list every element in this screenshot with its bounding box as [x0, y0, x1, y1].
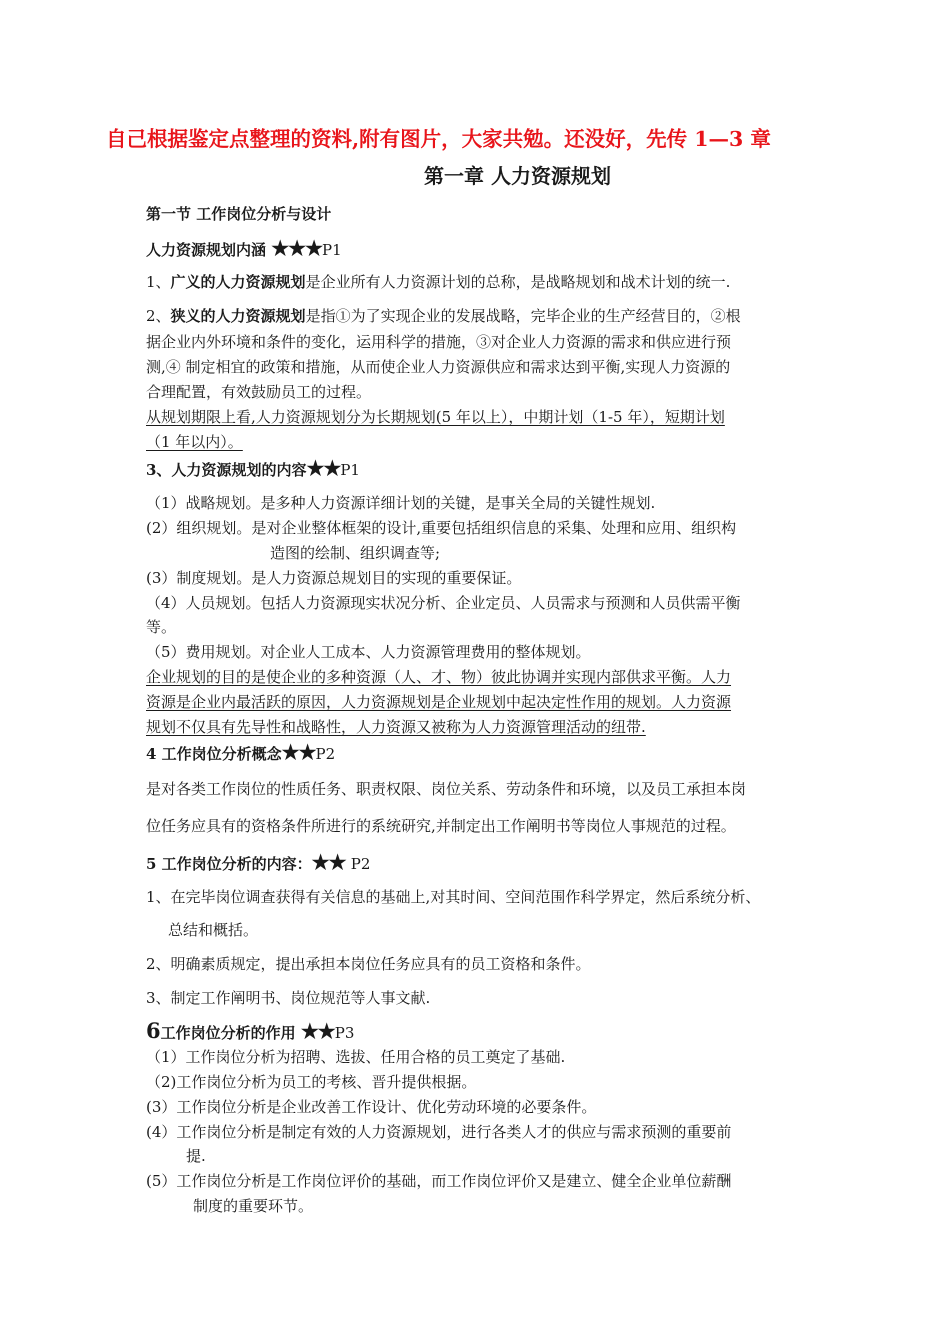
list-item: （1）工作岗位分析为招聘、选拔、任用合格的员工奠定了基础.: [146, 1048, 566, 1066]
heading-number: 6: [146, 1018, 161, 1043]
list-item-continuation: 总结和概括。: [168, 921, 259, 939]
paragraph-broad-definition: [146, 271, 730, 292]
list-item-continuation: 造图的绘制、组织调查等;: [270, 544, 441, 562]
underlined-line: 资源是企业内最活跃的原因，人力资源规划是企业规划中起决定性作用的规划。人力资源: [146, 693, 732, 711]
underlined-line: 从规划期限上看,人力资源规划分为长期规划(5 年以上），中期计划（1-5 年），短期计划: [146, 408, 725, 426]
heading-job-analysis-content: [146, 850, 370, 874]
list-item: (2）组织规划。是对企业整体框架的设计,重要包括组织信息的采集、处理和应用、组织构: [146, 519, 737, 537]
heading-job-analysis-role: [146, 1018, 354, 1043]
heading-planning-content: [146, 456, 360, 480]
paragraph-narrow-definition-line1: [146, 305, 741, 326]
list-item: (5）工作岗位分析是工作岗位评价的基础，而工作岗位评价又是建立、健全企业单位薪酬: [146, 1172, 732, 1190]
list-item: （4）人员规划。包括人力资源现实状况分析、企业定员、人员需求与预测和人员供需平衡: [146, 594, 741, 612]
heading-text: 工作岗位分析的作用: [160, 1024, 296, 1042]
section-title: 第一节 工作岗位分析与设计: [146, 205, 332, 223]
paragraph-line: 位任务应具有的资格条件所进行的系统研究,并制定出工作阐明书等岗位人事规范的过程。: [146, 817, 736, 835]
page-ref: P1: [322, 241, 342, 259]
chapter-title: 第一章 人力资源规划: [424, 164, 611, 188]
star-rating: ★★: [306, 456, 341, 480]
list-item: 2、明确素质规定，提出承担本岗位任务应具有的员工资格和条件。: [146, 955, 591, 973]
para-prefix: 1、: [146, 273, 171, 291]
list-item-continuation: 制度的重要环节。: [193, 1197, 314, 1215]
list-item: （5）费用规划。对企业人工成本、人力资源管理费用的整体规划。: [146, 643, 591, 661]
star-rating: ★★: [311, 850, 346, 874]
list-item: 1、在完毕岗位调查获得有关信息的基础上,对其时间、空间范围作科学界定，然后系统分析、: [146, 888, 761, 906]
star-rating: ★★: [300, 1019, 335, 1043]
paragraph-line: 据企业内外环境和条件的变化，运用科学的措施，③对企业人力资源的需求和供应进行预: [146, 333, 732, 351]
heading-text: 人力资源规划内涵: [146, 241, 267, 259]
para-text: 是企业所有人力资源计划的总称，是战略规划和战术计划的统一.: [305, 273, 731, 291]
list-item: （2)工作岗位分析为员工的考核、晋升提供根据。: [146, 1073, 477, 1091]
paragraph-line: 测,④ 制定相宜的政策和措施，从而使企业人力资源供应和需求达到平衡,实现人力资源的: [146, 358, 731, 376]
underlined-line: （1 年以内）。: [146, 433, 243, 451]
paragraph-line: 合理配置，有效鼓励员工的过程。: [146, 383, 372, 401]
list-item-continuation: 等。: [146, 618, 177, 636]
banner-note: 自己根据鉴定点整理的资料,附有图片，大家共勉。还没好，先传 1—3 章: [106, 127, 771, 151]
star-rating: ★★: [281, 740, 316, 764]
list-item: (3）工作岗位分析是企业改善工作设计、优化劳动环境的必要条件。: [146, 1098, 597, 1116]
list-item: (3）制度规划。是人力资源总规划目的实现的重要保证。: [146, 569, 522, 587]
underlined-line: 规划不仅具有先导性和战略性，人力资源又被称为人力资源管理活动的纽带.: [146, 718, 646, 736]
heading-text: 4 工作岗位分析概念: [146, 745, 282, 763]
bold-term: 狭义的人力资源规划: [170, 307, 306, 325]
page-ref: P3: [334, 1024, 355, 1042]
paragraph-line: 是对各类工作岗位的性质任务、职责权限、岗位关系、劳动条件和环境，以及员工承担本岗: [146, 780, 747, 798]
star-rating: ★★★: [271, 236, 323, 260]
heading-text: 5 工作岗位分析的内容：: [146, 855, 312, 873]
heading-hr-planning-meaning: [146, 236, 342, 260]
list-item: (4）工作岗位分析是制定有效的人力资源规划，进行各类人才的供应与需求预测的重要前: [146, 1123, 732, 1141]
list-item: （1）战略规划。是多种人力资源详细计划的关键，是事关全局的关键性规划.: [146, 494, 656, 512]
page-ref: P1: [340, 461, 360, 479]
underlined-line: 企业规划的目的是使企业的多种资源（人、才、物）彼此协调并实现内部供求平衡。人力: [146, 668, 732, 686]
para-prefix: 2、: [146, 307, 171, 325]
heading-job-analysis-concept: [146, 740, 335, 764]
list-item-continuation: 提.: [186, 1147, 206, 1165]
page-ref: P2: [315, 745, 336, 763]
page-ref: P2: [350, 855, 371, 873]
bold-term: 广义的人力资源规划: [170, 273, 306, 291]
list-item: 3、制定工作阐明书、岗位规范等人事文献.: [146, 989, 431, 1007]
heading-text: 3、人力资源规划的内容: [146, 461, 307, 479]
para-text: 是指①为了实现企业的发展战略，完毕企业的生产经营目的，②根: [305, 307, 741, 325]
